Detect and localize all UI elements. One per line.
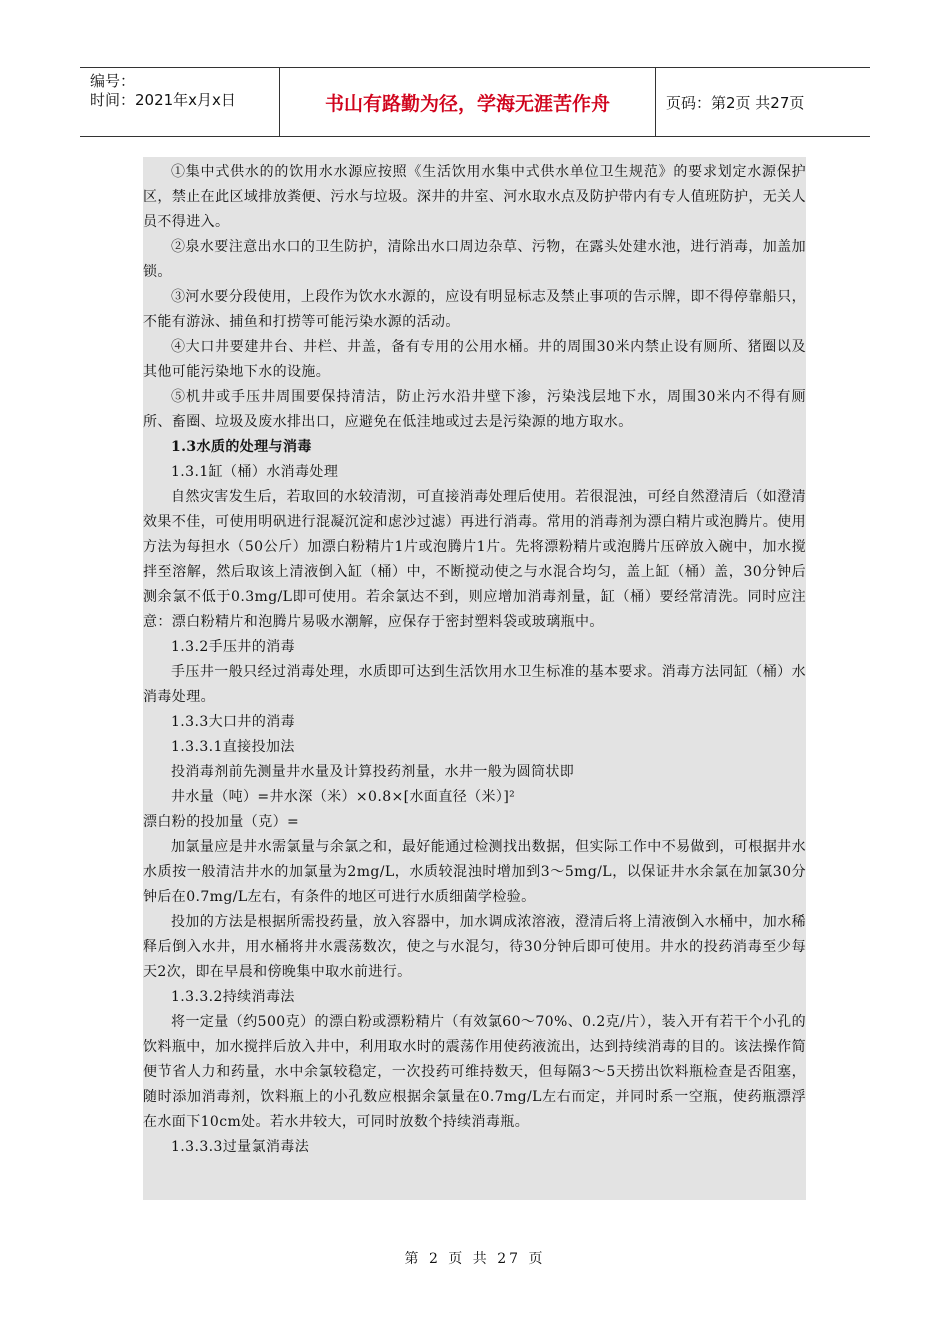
document-time-label: 时间：2021年x月x日 [90, 91, 236, 109]
body-paragraph: 1.3.3.2持续消毒法 [171, 989, 295, 1005]
body-paragraph: ④大口井要建井台、井栏、井盖，备有专用的公用水桶。井的周围30米内禁止设有厕所、猪圈以及其他可能污染地下水的设施。 [143, 339, 806, 380]
body-paragraph: 1.3.3.3过量氯消毒法 [171, 1139, 310, 1155]
header-meta-cell [80, 68, 280, 136]
document-body [143, 157, 806, 1200]
body-paragraph: 加氯量应是井水需氯量与余氯之和，最好能通过检测找出数据，但实际工作中不易做到，可根据井水水质按一般清洁井水的加氯量为2mg/L，水质较混浊时增加到3～5mg/L，以保证井水余氯在加氯30分钟后在0.7mg/L左右，有条件的地区可进行水质细菌学检验。 [143, 839, 806, 905]
header-motto: 书山有路勤为径，学海无涯苦作舟 [280, 68, 656, 136]
body-paragraph: 1.3.3.1直接投加法 [171, 739, 295, 755]
body-paragraph: 1.3.1缸（桶）水消毒处理 [171, 464, 339, 480]
body-paragraph: 漂白粉的投加量（克）= [143, 814, 300, 830]
body-paragraph: 手压井一般只经过消毒处理，水质即可达到生活饮用水卫生标准的基本要求。消毒方法同缸（桶）水消毒处理。 [143, 664, 806, 705]
document-code-label: 编号： [90, 72, 136, 90]
body-paragraph: 投加的方法是根据所需投药量，放入容器中，加水调成浓溶液，澄清后将上清液倒入水桶中，加水稀释后倒入水井，用水桶将井水震荡数次，使之与水混匀，待30分钟后即可使用。井水的投药消毒至少每天2次，即在早晨和傍晚集中取水前进行。 [143, 914, 806, 980]
body-paragraph: 井水量（吨）=井水深（米）×0.8×[水面直径（米）]² [171, 789, 516, 805]
body-paragraph: ①集中式供水的的饮用水水源应按照《生活饮用水集中式供水单位卫生规范》的要求划定水源保护区，禁止在此区域排放粪便、污水与垃圾。深井的井室、河水取水点及防护带内有专人值班防护，无关人员不得进入。 [143, 164, 806, 230]
header-page-number: 页码：第2页 共27页 [666, 93, 805, 112]
body-paragraph: ②泉水要注意出水口的卫生防护，清除出水口周边杂草、污物，在露头处建水池，进行消毒，加盖加锁。 [143, 239, 806, 280]
body-paragraph: 自然灾害发生后，若取回的水较清沏，可直接消毒处理后使用。若很混浊，可经自然澄清后（如澄清效果不佳，可使用明矾进行混凝沉淀和虑沙过滤）再进行消毒。常用的消毒剂为漂白精片或泡腾片。使用方法为每担水（50公斤）加漂白粉精片1片或泡腾片1片。先将漂粉精片或泡腾片压碎放入碗中，加水搅拌至溶解，然后取该上清液倒入缸（桶）中，不断搅动使之与水混合均匀，盖上缸（桶）盖，30分钟后测余氯不低于0.3mg/L即可使用。若余氯达不到，则应增加消毒剂量，缸（桶）要经常清洗。同时应注意：漂白粉精片和泡腾片易吸水潮解，应保存于密封塑料袋或玻璃瓶中。 [143, 489, 806, 630]
page-header [80, 67, 870, 137]
body-paragraph: 1.3.3大口井的消毒 [171, 714, 296, 730]
body-paragraph: ⑤机井或手压井周围要保持清洁，防止污水沿井壁下渗，污染浅层地下水，周围30米内不得有厕所、畜圈、垃圾及废水排出口，应避免在低洼地或过去是污染源的地方取水。 [143, 389, 806, 430]
section-heading: 1.3水质的处理与消毒 [171, 439, 312, 455]
body-paragraph: ③河水要分段使用，上段作为饮水水源的，应设有明显标志及禁止事项的告示牌，即不得停靠船只，不能有游泳、捕鱼和打捞等可能污染水源的活动。 [143, 289, 806, 330]
body-paragraph: 1.3.2手压井的消毒 [171, 639, 296, 655]
page-footer: 第 2 页 共 27 页 [404, 1251, 546, 1267]
body-paragraph: 将一定量（约500克）的漂白粉或漂粉精片（有效氯60～70%、0.2克/片），装入开有若干个小孔的饮料瓶中，加水搅拌后放入井中，利用取水时的震荡作用使药液流出，达到持续消毒的目的。该法操作简便节省人力和药量，水中余氯较稳定，一次投药可维持数天，但每隔3～5天捞出饮料瓶检查是否阻塞，随时添加消毒剂，饮料瓶上的小孔数应根据余氯量在0.7mg/L左右而定，并同时系一空瓶，使药瓶漂浮在水面下10cm处。若水井较大，可同时放数个持续消毒瓶。 [143, 1014, 806, 1130]
body-paragraph: 投消毒剂前先测量井水量及计算投药剂量，水井一般为圆筒状即 [171, 764, 575, 780]
